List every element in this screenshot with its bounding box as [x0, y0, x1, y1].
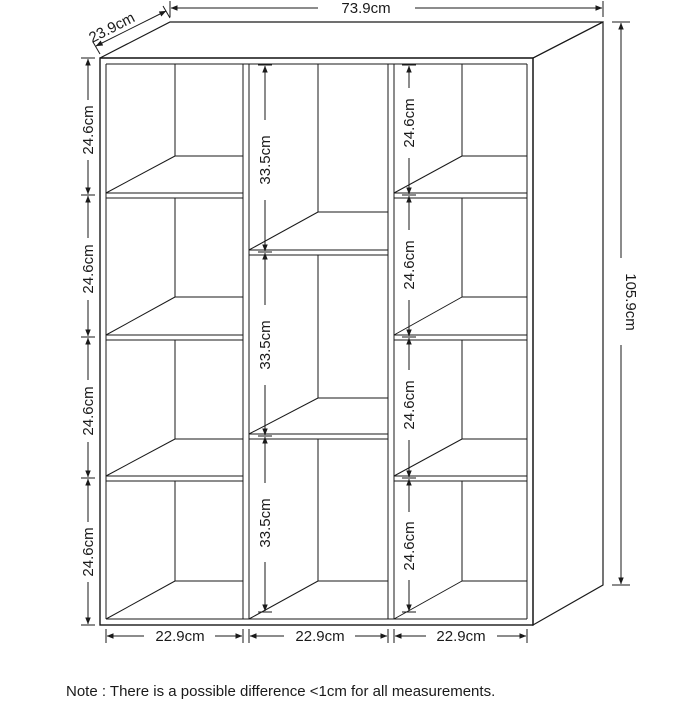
height-dimension: [612, 22, 639, 585]
right-height-1: 24.6cm: [401, 98, 418, 148]
right-height-4: 24.6cm: [401, 521, 418, 571]
right-height-2: 24.6cm: [401, 240, 418, 290]
right-height-dimensions: [401, 65, 418, 612]
depth-label: 23.9cm: [86, 9, 138, 47]
left-shelf-3: [106, 476, 243, 481]
left-shelf-1: [106, 193, 243, 198]
cabinet-top-face: [100, 22, 603, 58]
bottom-width-dimensions: [106, 628, 527, 645]
height-label: 105.9cm: [622, 273, 639, 331]
measurement-note: Note : There is a possible difference <1cm for all measurements.: [66, 683, 496, 700]
bottom-width-middle: 22.9cm: [295, 628, 345, 645]
divider-right: [388, 64, 394, 619]
cabinet-right-side: [533, 22, 603, 625]
left-height-2: 24.6cm: [80, 244, 97, 294]
left-shelf-2: [106, 335, 243, 340]
middle-height-2: 33.5cm: [257, 320, 274, 370]
middle-height-1: 33.5cm: [257, 135, 274, 185]
left-height-1: 24.6cm: [80, 105, 97, 155]
left-height-dimensions: [80, 58, 97, 625]
middle-height-dimensions: [257, 65, 274, 612]
divider-left: [243, 64, 249, 619]
left-column-cells: [106, 64, 243, 619]
left-height-4: 24.6cm: [80, 527, 97, 577]
bookshelf-drawing: [100, 22, 603, 625]
left-height-3: 24.6cm: [80, 386, 97, 436]
bottom-width-right: 22.9cm: [436, 628, 486, 645]
right-height-3: 24.6cm: [401, 380, 418, 430]
top-dimensions: [86, 0, 603, 54]
middle-height-3: 33.5cm: [257, 498, 274, 548]
cabinet-front-frame: [100, 58, 533, 625]
width-label: 73.9cm: [341, 0, 391, 17]
bottom-width-left: 22.9cm: [155, 628, 205, 645]
